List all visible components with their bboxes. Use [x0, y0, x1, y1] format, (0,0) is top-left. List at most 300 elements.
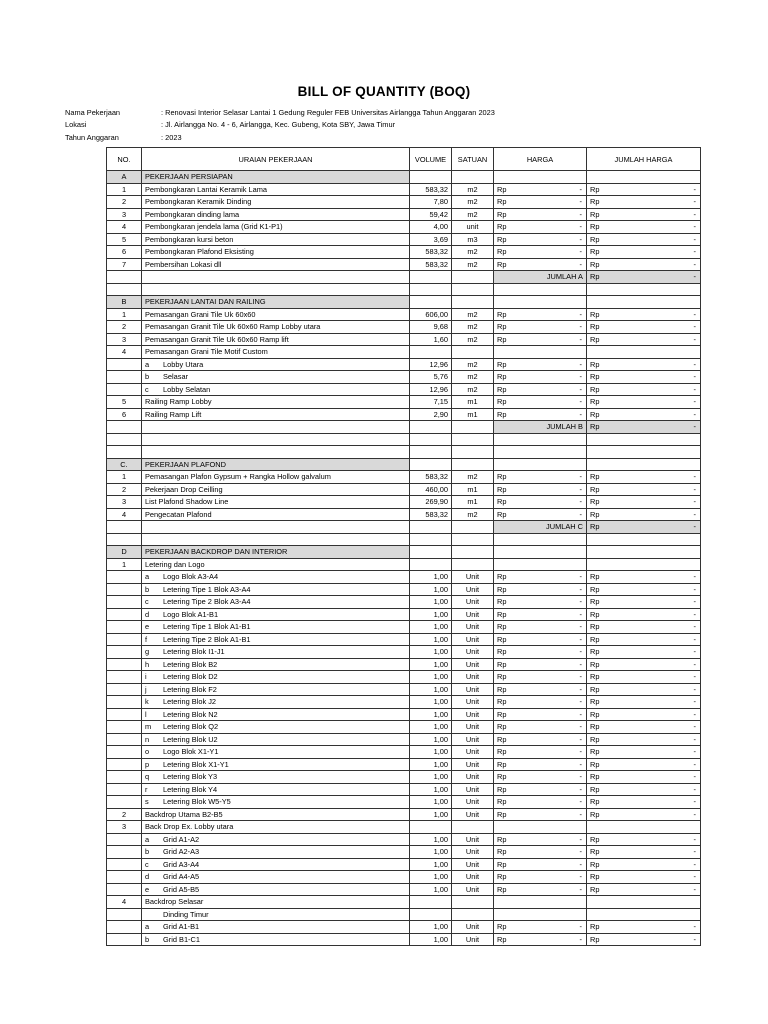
item-volume: 1,00 [410, 608, 452, 621]
item-total [587, 758, 701, 771]
empty-cell [452, 533, 494, 546]
currency-amount [497, 796, 583, 807]
currency-symbol: Rp [497, 409, 507, 419]
item-description [142, 871, 410, 884]
item-volume: 1,00 [410, 808, 452, 821]
header-price: HARGA [494, 148, 587, 171]
item-volume [410, 896, 452, 909]
item-text: Grid A3-A4 [163, 859, 200, 869]
amount-value: - [579, 722, 582, 732]
currency-amount [497, 309, 583, 320]
currency-symbol: Rp [590, 522, 600, 532]
item-row [107, 571, 701, 584]
currency-amount [497, 746, 583, 757]
currency-symbol: Rp [590, 672, 600, 682]
amount-value: - [579, 222, 582, 232]
amount-value: - [693, 584, 696, 594]
sub-item-letter: f [145, 634, 148, 644]
sub-item-letter: d [145, 872, 150, 882]
item-price [494, 508, 587, 521]
sub-item-letter: n [145, 734, 150, 744]
item-description [142, 246, 410, 259]
item-row [107, 371, 701, 384]
empty-cell [587, 433, 701, 446]
item-total [587, 371, 701, 384]
item-price [494, 783, 587, 796]
amount-value: - [579, 259, 582, 269]
table-header-row [107, 148, 701, 171]
amount-value: - [693, 572, 696, 582]
section-row [107, 458, 701, 471]
amount-value: - [693, 247, 696, 257]
currency-amount [590, 859, 697, 870]
amount-value: - [693, 722, 696, 732]
currency-amount [590, 834, 697, 845]
item-volume: 606,00 [410, 308, 452, 321]
row-number [107, 658, 142, 671]
blank-row [107, 446, 701, 459]
item-description [142, 508, 410, 521]
currency-symbol: Rp [497, 234, 507, 244]
currency-amount [497, 371, 583, 382]
amount-value: - [579, 809, 582, 819]
item-text: Lobby Selatan [163, 384, 211, 394]
item-text: Pemasangan Granit Tile Uk 60x60 Ramp Lobby utara [145, 322, 321, 332]
sub-item-letter: a [145, 922, 150, 932]
currency-symbol: Rp [497, 859, 507, 869]
item-description [142, 796, 410, 809]
item-text: Pembersihan Lokasi dll [145, 259, 222, 269]
item-description [142, 471, 410, 484]
currency-amount [497, 671, 583, 682]
currency-symbol: Rp [590, 422, 600, 432]
item-description [142, 833, 410, 846]
item-total [587, 746, 701, 759]
currency-amount [590, 384, 697, 395]
currency-amount [590, 396, 697, 407]
row-number [107, 571, 142, 584]
currency-symbol: Rp [497, 697, 507, 707]
currency-amount [590, 271, 697, 282]
item-volume: 59,42 [410, 208, 452, 221]
item-price [494, 496, 587, 509]
row-number: 3 [107, 333, 142, 346]
sub-item-letter: p [145, 759, 150, 769]
item-total [587, 621, 701, 634]
amount-value: - [579, 247, 582, 257]
item-unit: m2 [452, 196, 494, 209]
subtotal-row [107, 271, 701, 284]
sub-item-letter: l [145, 709, 147, 719]
item-text: Grid A5-B5 [163, 884, 200, 894]
currency-symbol: Rp [590, 584, 600, 594]
item-total [587, 796, 701, 809]
currency-amount [590, 871, 697, 882]
item-row [107, 246, 701, 259]
amount-value: - [693, 422, 696, 432]
currency-amount [590, 846, 697, 857]
empty-cell [107, 271, 142, 284]
currency-symbol: Rp [590, 709, 600, 719]
item-volume: 1,00 [410, 933, 452, 946]
item-unit [452, 908, 494, 921]
item-row [107, 621, 701, 634]
item-total [587, 308, 701, 321]
currency-symbol: Rp [497, 359, 507, 369]
sub-item-letter: b [145, 372, 150, 382]
item-volume: 1,00 [410, 683, 452, 696]
item-price [494, 758, 587, 771]
amount-value: - [579, 509, 582, 519]
item-description [142, 221, 410, 234]
empty-cell [142, 533, 410, 546]
item-price [494, 871, 587, 884]
currency-amount [497, 859, 583, 870]
empty-cell [587, 296, 701, 309]
amount-value: - [693, 384, 696, 394]
amount-value: - [693, 322, 696, 332]
sub-item-letter: r [145, 784, 148, 794]
item-text: Lobby Utara [163, 359, 204, 369]
currency-symbol: Rp [497, 584, 507, 594]
item-unit: Unit [452, 858, 494, 871]
item-total [587, 696, 701, 709]
currency-symbol: Rp [590, 772, 600, 782]
row-number: 5 [107, 233, 142, 246]
row-number: 2 [107, 483, 142, 496]
currency-amount [497, 221, 583, 232]
currency-amount [497, 784, 583, 795]
item-price [494, 833, 587, 846]
subtotal-label: JUMLAH A [494, 271, 587, 284]
sub-item-letter: i [145, 672, 147, 682]
empty-cell [587, 546, 701, 559]
currency-symbol: Rp [497, 784, 507, 794]
sub-item-letter: j [145, 684, 147, 694]
item-total [587, 471, 701, 484]
amount-value: - [579, 184, 582, 194]
amount-value: - [579, 322, 582, 332]
currency-amount [497, 759, 583, 770]
item-text: Letering Blok B2 [163, 659, 218, 669]
currency-amount [590, 796, 697, 807]
currency-symbol: Rp [590, 497, 600, 507]
sub-item-letter: k [145, 697, 149, 707]
item-price [494, 408, 587, 421]
item-total [587, 858, 701, 871]
item-text: Letering Blok I1-J1 [163, 647, 225, 657]
blank-row [107, 533, 701, 546]
row-number [107, 883, 142, 896]
item-text: Pembongkaran Lantai Keramik Lama [145, 184, 268, 194]
currency-symbol: Rp [497, 572, 507, 582]
amount-value: - [693, 684, 696, 694]
currency-amount [497, 709, 583, 720]
item-description [142, 933, 410, 946]
amount-value: - [579, 697, 582, 707]
blank-row [107, 283, 701, 296]
amount-value: - [579, 584, 582, 594]
empty-cell [494, 446, 587, 459]
item-description [142, 846, 410, 859]
item-description [142, 883, 410, 896]
empty-cell [142, 283, 410, 296]
row-number: 4 [107, 346, 142, 359]
info-value: : Renovasi Interior Selasar Lantai 1 Gedung Reguler FEB Universitas Airlangga Tahun Anggaran 2023 [161, 108, 495, 117]
item-total [587, 571, 701, 584]
amount-value: - [693, 834, 696, 844]
empty-cell [410, 546, 452, 559]
currency-amount [497, 646, 583, 657]
currency-amount [590, 196, 697, 207]
item-unit: Unit [452, 871, 494, 884]
item-row [107, 258, 701, 271]
item-description [142, 746, 410, 759]
currency-symbol: Rp [590, 572, 600, 582]
item-unit: m1 [452, 496, 494, 509]
item-unit: m2 [452, 508, 494, 521]
item-text: Railing Ramp Lift [145, 409, 202, 419]
currency-symbol: Rp [590, 322, 600, 332]
sub-item-letter: b [145, 847, 150, 857]
amount-value: - [693, 809, 696, 819]
currency-amount [497, 471, 583, 482]
currency-amount [497, 884, 583, 895]
item-text: Grid A4-A5 [163, 872, 200, 882]
item-unit: Unit [452, 721, 494, 734]
currency-symbol: Rp [590, 222, 600, 232]
row-number [107, 846, 142, 859]
row-number [107, 746, 142, 759]
empty-cell [107, 533, 142, 546]
currency-amount [497, 871, 583, 882]
item-text: Letering Tipe 2 Blok A3-A4 [163, 597, 251, 607]
item-description [142, 571, 410, 584]
item-description [142, 558, 410, 571]
item-text: Pekerjaan Drop Ceilling [145, 484, 223, 494]
item-unit: m2 [452, 183, 494, 196]
item-description [142, 821, 410, 834]
item-row [107, 783, 701, 796]
amount-value: - [693, 522, 696, 532]
currency-symbol: Rp [497, 484, 507, 494]
amount-value: - [579, 409, 582, 419]
item-description [142, 596, 410, 609]
item-volume: 583,32 [410, 258, 452, 271]
empty-cell [587, 908, 701, 921]
item-row [107, 508, 701, 521]
empty-cell [452, 546, 494, 559]
item-volume: 269,90 [410, 496, 452, 509]
item-price [494, 221, 587, 234]
item-volume: 12,96 [410, 383, 452, 396]
currency-symbol: Rp [497, 847, 507, 857]
amount-value: - [693, 409, 696, 419]
item-unit: m2 [452, 308, 494, 321]
amount-value: - [693, 734, 696, 744]
amount-value: - [579, 747, 582, 757]
currency-amount [497, 184, 583, 195]
item-unit: m2 [452, 321, 494, 334]
row-number [107, 721, 142, 734]
item-unit [452, 896, 494, 909]
row-number [107, 708, 142, 721]
item-text: Letering Blok F2 [163, 684, 217, 694]
row-number [107, 871, 142, 884]
item-price [494, 596, 587, 609]
currency-amount [590, 521, 697, 532]
item-volume: 1,00 [410, 746, 452, 759]
item-description [142, 308, 410, 321]
currency-symbol: Rp [590, 872, 600, 882]
item-unit: Unit [452, 571, 494, 584]
item-unit: Unit [452, 633, 494, 646]
amount-value: - [579, 597, 582, 607]
empty-cell [494, 283, 587, 296]
currency-amount [590, 509, 697, 520]
item-text: Letering Blok Y3 [163, 772, 218, 782]
currency-symbol: Rp [590, 372, 600, 382]
amount-value: - [579, 484, 582, 494]
row-number [107, 771, 142, 784]
sub-item-letter: c [145, 597, 149, 607]
empty-cell [452, 296, 494, 309]
sub-item-letter: c [145, 384, 149, 394]
currency-amount [497, 396, 583, 407]
item-description [142, 921, 410, 934]
item-unit: Unit [452, 683, 494, 696]
item-text: Pembongkaran kursi beton [145, 234, 234, 244]
item-text: Grid A1-A2 [163, 834, 200, 844]
amount-value: - [693, 197, 696, 207]
item-text: Grid A1-B1 [163, 922, 200, 932]
currency-amount [590, 571, 697, 582]
item-total [587, 196, 701, 209]
currency-symbol: Rp [590, 884, 600, 894]
empty-cell [587, 533, 701, 546]
item-volume: 1,00 [410, 871, 452, 884]
item-total [587, 258, 701, 271]
item-description [142, 708, 410, 721]
item-row [107, 721, 701, 734]
currency-symbol: Rp [497, 759, 507, 769]
sub-item-letter: h [145, 659, 150, 669]
currency-amount [497, 734, 583, 745]
item-row [107, 696, 701, 709]
item-description [142, 671, 410, 684]
amount-value: - [579, 472, 582, 482]
row-number: A [107, 171, 142, 184]
item-price [494, 621, 587, 634]
currency-amount [590, 421, 697, 432]
item-row [107, 558, 701, 571]
item-description [142, 733, 410, 746]
currency-symbol: Rp [497, 222, 507, 232]
currency-symbol: Rp [497, 609, 507, 619]
item-total [587, 633, 701, 646]
currency-amount [497, 409, 583, 420]
empty-cell [107, 521, 142, 534]
item-row [107, 758, 701, 771]
empty-cell [410, 171, 452, 184]
currency-amount [590, 584, 697, 595]
row-number [107, 671, 142, 684]
item-volume: 1,00 [410, 671, 452, 684]
currency-symbol: Rp [497, 734, 507, 744]
item-unit: Unit [452, 583, 494, 596]
currency-amount [590, 496, 697, 507]
item-price [494, 796, 587, 809]
item-total [587, 396, 701, 409]
info-label: Lokasi [65, 120, 87, 130]
currency-symbol: Rp [497, 247, 507, 257]
item-total [587, 771, 701, 784]
item-price [494, 771, 587, 784]
item-row [107, 396, 701, 409]
item-total [587, 608, 701, 621]
item-volume: 1,00 [410, 733, 452, 746]
currency-symbol: Rp [497, 809, 507, 819]
subtotal-row [107, 421, 701, 434]
item-unit: m2 [452, 208, 494, 221]
currency-symbol: Rp [590, 409, 600, 419]
amount-value: - [579, 209, 582, 219]
item-row [107, 846, 701, 859]
row-number: 2 [107, 321, 142, 334]
sub-item-letter: g [145, 647, 150, 657]
info-row-year [65, 132, 495, 144]
section-title: PEKERJAAN BACKDROP DAN INTERIOR [142, 546, 410, 559]
empty-cell [587, 346, 701, 359]
currency-amount [590, 234, 697, 245]
item-row [107, 321, 701, 334]
item-volume: 1,00 [410, 596, 452, 609]
row-number [107, 358, 142, 371]
empty-cell [452, 271, 494, 284]
item-unit: Unit [452, 671, 494, 684]
currency-symbol: Rp [590, 784, 600, 794]
amount-value: - [693, 334, 696, 344]
info-row-project [65, 107, 495, 119]
row-number: 1 [107, 558, 142, 571]
item-total [587, 871, 701, 884]
row-number: 3 [107, 496, 142, 509]
row-number: 4 [107, 508, 142, 521]
item-text: Grid B1-C1 [163, 934, 200, 944]
item-description [142, 321, 410, 334]
item-row [107, 883, 701, 896]
item-total [587, 246, 701, 259]
empty-cell [410, 296, 452, 309]
info-label: Tahun Anggaran [65, 132, 119, 142]
subtotal-label: JUMLAH C [494, 521, 587, 534]
item-text: Pembongkaran Keramik Dinding [145, 197, 252, 207]
item-row [107, 796, 701, 809]
row-number [107, 933, 142, 946]
currency-symbol: Rp [590, 247, 600, 257]
row-number [107, 783, 142, 796]
item-total [587, 921, 701, 934]
sub-item-letter: a [145, 834, 150, 844]
empty-cell [410, 458, 452, 471]
currency-amount [590, 934, 697, 945]
info-value: : Jl. Airlangga No. 4 - 6, Airlangga, Kec. Gubeng, Kota SBY, Jawa Timur [161, 120, 396, 130]
amount-value: - [693, 609, 696, 619]
item-row [107, 658, 701, 671]
item-volume: 1,00 [410, 833, 452, 846]
row-number [107, 796, 142, 809]
item-price [494, 383, 587, 396]
